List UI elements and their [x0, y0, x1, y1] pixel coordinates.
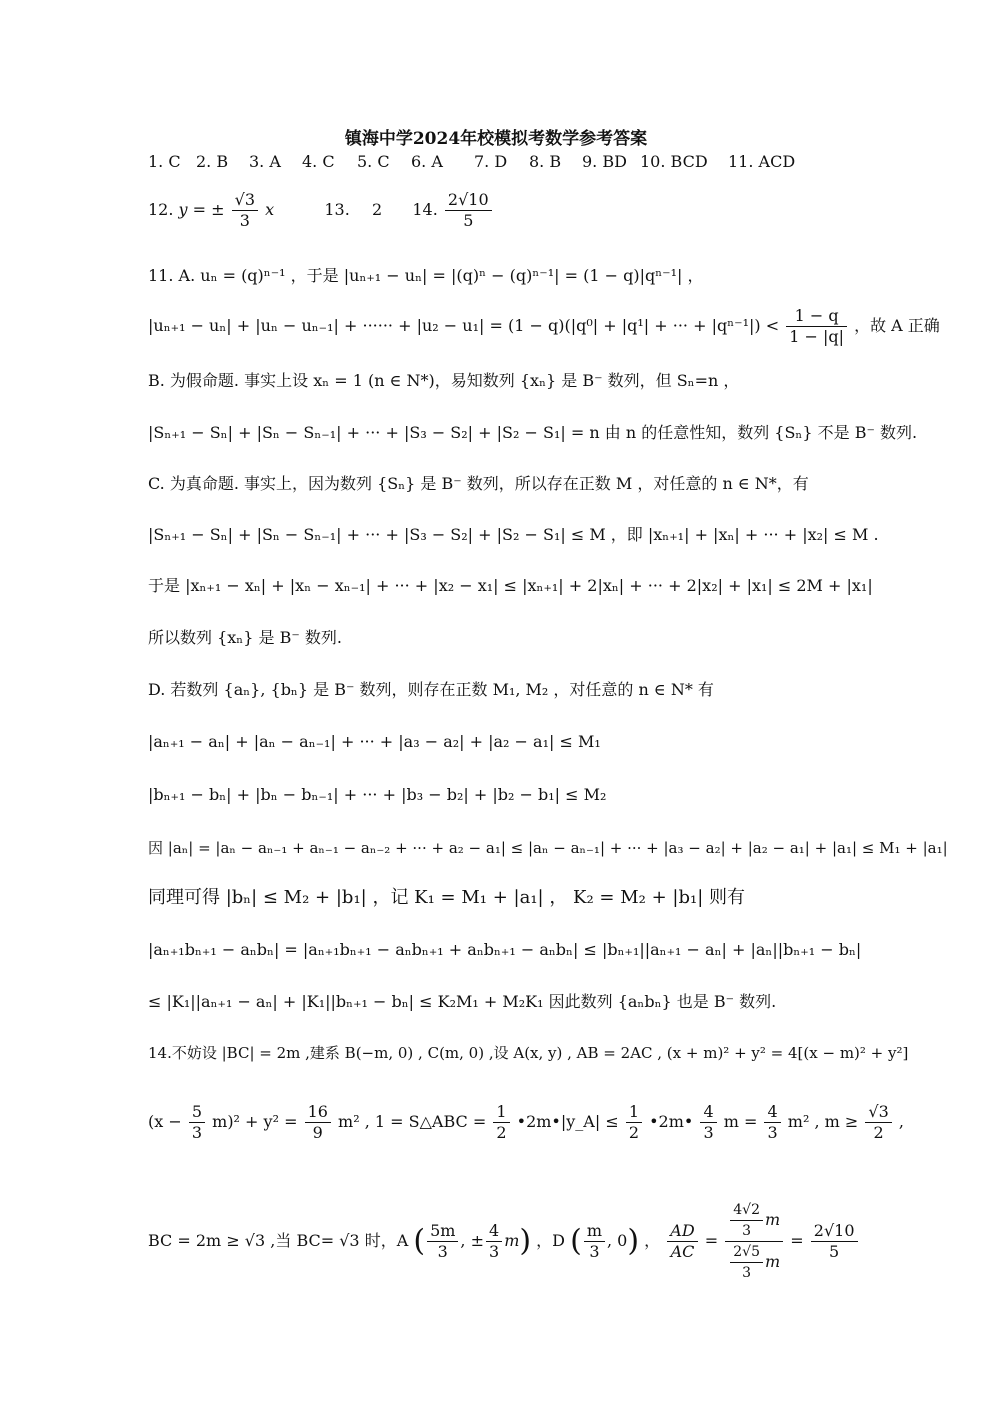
- sol11-a-fraction: $\frac{1 - q}{1 - |q|}$: [786, 306, 847, 347]
- choice-answer: 11. ACD: [728, 152, 796, 171]
- sol11-c-line4: 所以数列 {xₙ} 是 B⁻ 数列.: [148, 628, 342, 647]
- choice-answer: 10. BCD: [640, 152, 708, 171]
- sol11-c-line1: C. 为真命题. 事实上，因为数列 {Sₙ} 是 B⁻ 数列，所以存在正数 M ，对任意的 n ∈ N*，有: [148, 474, 809, 493]
- q12-label: 12.: [148, 200, 174, 219]
- q12-var: x: [265, 200, 275, 219]
- sol11-d-line7: ≤ |K₁||aₙ₊₁ − aₙ| + |K₁||bₙ₊₁ − bₙ| ≤ K₂M₁ + M₂K₁ 因此数列 {aₙbₙ} 也是 B⁻ 数列.: [148, 992, 777, 1011]
- q14-label: 14.: [412, 200, 438, 219]
- choice-answer: 6. A: [411, 152, 443, 171]
- sol11-a-line2: |uₙ₊₁ − uₙ| + |uₙ − uₙ₋₁| + ······ + |u₂ − u₁| = (1 − q)(|q⁰| + |q¹| + ··· + |qⁿ⁻¹|) < $\frac{1 - q}{1 - |q|}$ ，故 A 正确: [148, 306, 940, 346]
- sol11-d-line3: |bₙ₊₁ − bₙ| + |bₙ − bₙ₋₁| + ··· + |b₃ − b₂| + |b₂ − b₁| ≤ M₂: [148, 785, 607, 804]
- choice-answer: 3. A: [249, 152, 281, 171]
- q13-value: 2: [372, 200, 383, 219]
- choice-answer: 9. BD: [582, 152, 627, 171]
- choice-answer: 5. C: [357, 152, 390, 171]
- q12-fraction: $\frac{√3}{3}$: [232, 190, 258, 231]
- sol14-line1: 14.不妨设 |BC| = 2m ,建系 B(−m, 0) , C(m, 0) ,设 A(x, y) , AB = 2AC , (x + m)² + y² = 4[(x − m)² + y²]: [148, 1044, 909, 1062]
- sol14-line2: (x − $\frac{5}{3}$ m)² + y² = $\frac{16}{9}$ m² , 1 = S△ABC = $\frac{1}{2}$ •2m•|y_A| ≤ $\frac{1}{2}$ •2m• $\frac{4}{3}$ m = $\frac{4}{3}$ m² , m ≥ $\frac{√3}{2}$ ,: [148, 1102, 904, 1142]
- q13-label: 13.: [324, 200, 350, 219]
- q12-lhs: y = ±: [178, 200, 225, 219]
- sol11-c-line2: |Sₙ₊₁ − Sₙ| + |Sₙ − Sₙ₋₁| + ··· + |S₃ − S₂| + |S₂ − S₁| ≤ M ，即 |xₙ₊₁| + |xₙ| + ··· + |x₂| ≤ M .: [148, 525, 879, 544]
- sol11-d-line2: |aₙ₊₁ − aₙ| + |aₙ − aₙ₋₁| + ··· + |a₃ − a₂| + |a₂ − a₁| ≤ M₁: [148, 732, 601, 751]
- sol14-compound-fraction: $\frac{4√2}{3}$ m $\frac{2√5}{3}$ m: [725, 1200, 783, 1283]
- choice-answer: 2. B: [196, 152, 229, 171]
- choice-answer: 7. D: [474, 152, 508, 171]
- page-title: 镇海中学2024年校模拟考数学参考答案: [344, 129, 648, 149]
- sol11-d-line6: |aₙ₊₁bₙ₊₁ − aₙbₙ| = |aₙ₊₁bₙ₊₁ − aₙbₙ₊₁ + aₙbₙ₊₁ − aₙbₙ| ≤ |bₙ₊₁||aₙ₊₁ − aₙ| + |aₙ||bₙ₊₁ − bₙ|: [148, 940, 862, 959]
- answer-12-14: [148, 190, 494, 231]
- sol11-d-line5: 同理可得 |bₙ| ≤ M₂ + |b₁| ，记 K₁ = M₁ + |a₁| ， K₂ = M₂ + |b₁| 则有: [148, 887, 745, 908]
- sol11-c-line3: 于是 |xₙ₊₁ − xₙ| + |xₙ − xₙ₋₁| + ··· + |x₂ − x₁| ≤ |xₙ₊₁| + 2|xₙ| + ··· + 2|x₂| + |x₁| ≤ 2M + |x₁|: [148, 576, 873, 595]
- sol11-b-line1: B. 为假命题. 事实上设 xₙ = 1 (n ∈ N*)，易知数列 {xₙ} 是 B⁻ 数列，但 Sₙ=n ，: [148, 371, 740, 390]
- sol11-d-line1: D. 若数列 {aₙ}, {bₙ} 是 B⁻ 数列，则存在正数 M₁, M₂ ，对任意的 n ∈ N* 有: [148, 680, 714, 699]
- sol11-a-line1: 11. A. uₙ = (q)ⁿ⁻¹ ，于是 |uₙ₊₁ − uₙ| = |(q)ⁿ − (q)ⁿ⁻¹| = (1 − q)|qⁿ⁻¹| ，: [148, 266, 704, 285]
- choice-answer: 4. C: [302, 152, 335, 171]
- sol14-line3: BC = 2m ≥ √3 ,当 BC= √3 时，A ( $\frac{5m}{3}$ , ± $\frac{4}{3}$ m) ，D ( $\frac{m}{3}$ , 0) ， $\frac{AD}{AC}$ = $\frac{4√2}{3}$ m $\frac{2√5}{3}$ m = $\frac{2√10}{5}$: [148, 1200, 860, 1283]
- sol11-d-line4: 因 |aₙ| = |aₙ − aₙ₋₁ + aₙ₋₁ − aₙ₋₂ + ··· + a₂ − a₁| ≤ |aₙ − aₙ₋₁| + ··· + |a₃ − a₂| + |a₂ − a₁| + |a₁| ≤ M₁ + |a₁|: [148, 839, 948, 857]
- q14-fraction: $\frac{2√10}{5}$: [445, 190, 492, 231]
- sol11-b-line2: |Sₙ₊₁ − Sₙ| + |Sₙ − Sₙ₋₁| + ··· + |S₃ − S₂| + |S₂ − S₁| = n 由 n 的任意性知，数列 {Sₙ} 不是 B⁻ 数列.: [148, 423, 918, 442]
- choice-answer: 1. C: [148, 152, 181, 171]
- choice-answer: 8. B: [529, 152, 562, 171]
